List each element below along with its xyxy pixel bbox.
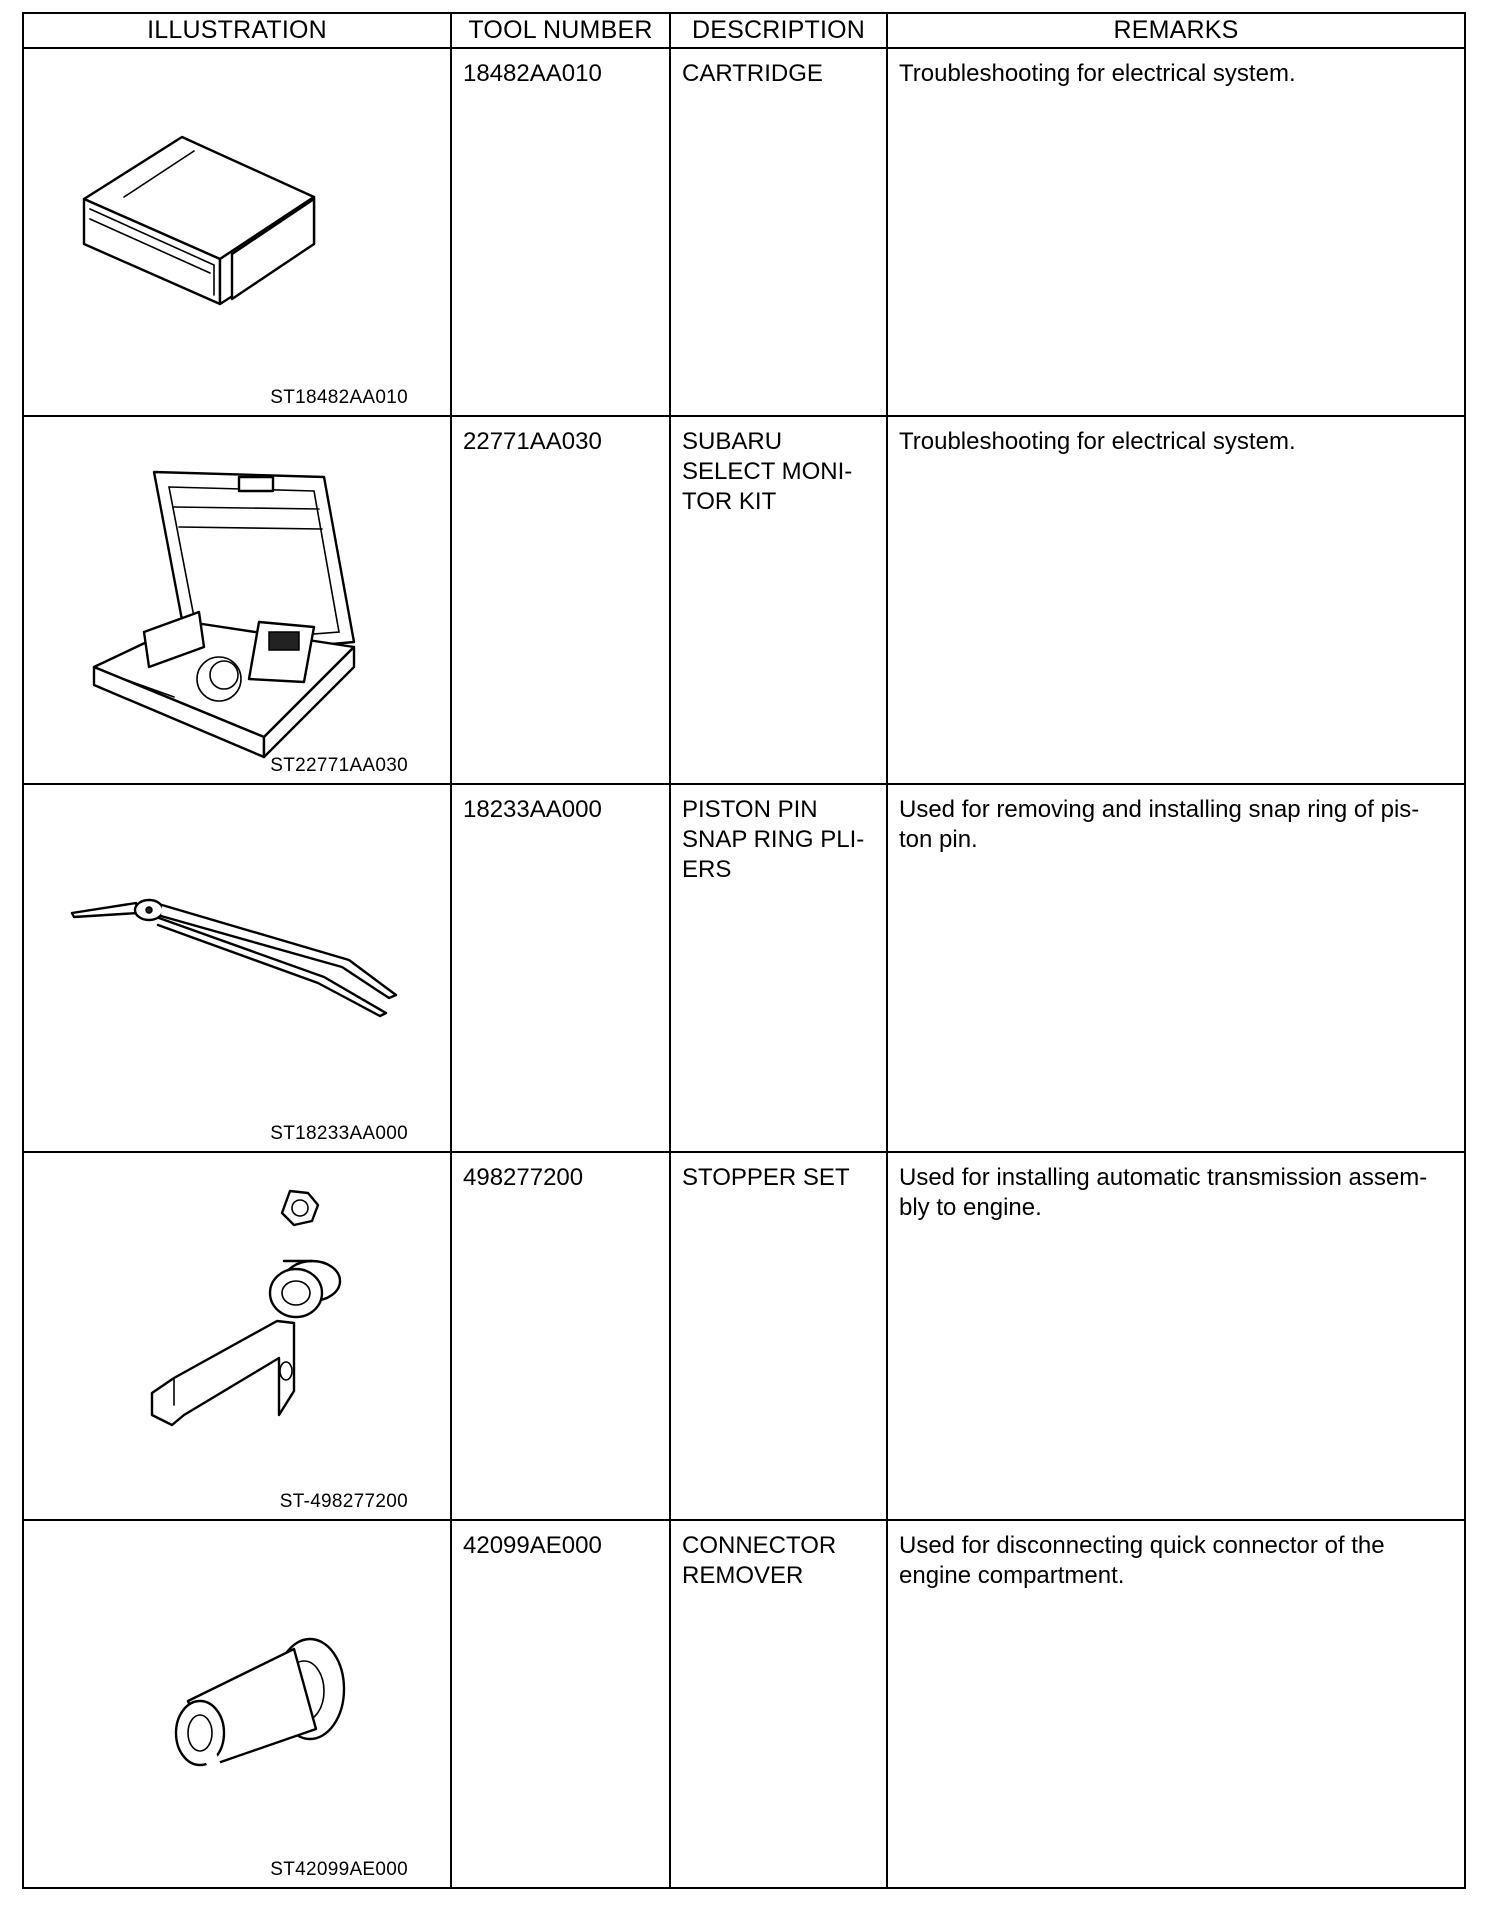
remarks-text: Used for removing and installing snap ring of pis- ton pin. — [899, 796, 1420, 853]
table-row — [23, 1520, 1465, 1888]
description-line: SNAP RING PLI- — [682, 826, 865, 853]
illustration-code: ST18233AA000 — [270, 1123, 408, 1144]
tool-number: 18482AA010 — [463, 60, 602, 87]
description-cell — [670, 48, 887, 416]
tool-number: 42099AE000 — [463, 1532, 602, 1559]
remarks-cell — [887, 1152, 1465, 1520]
illustration-cell — [23, 48, 451, 416]
remarks-cell — [887, 48, 1465, 416]
header-remarks: REMARKS — [887, 13, 1465, 48]
illustration-code: ST22771AA030 — [270, 755, 408, 776]
illustration-code: ST-498277200 — [279, 1491, 408, 1512]
cartridge-icon — [24, 49, 452, 415]
illustration-code: ST18482AA010 — [270, 387, 408, 408]
snap-ring-pliers-icon — [24, 785, 452, 1151]
remarks-cell — [887, 416, 1465, 784]
table-row — [23, 416, 1465, 784]
table-row — [23, 1152, 1465, 1520]
tool-number-cell — [451, 1520, 670, 1888]
illustration-cell — [23, 416, 451, 784]
description-line: SELECT MONI- — [682, 458, 853, 485]
description-line: ERS — [682, 856, 732, 883]
header-tool-number: TOOL NUMBER — [451, 13, 670, 48]
tool-number-cell — [451, 1152, 670, 1520]
description-line: TOR KIT — [682, 488, 777, 515]
remarks-text: Troubleshooting for electrical system. — [899, 60, 1296, 87]
remarks-cell — [887, 784, 1465, 1152]
tool-number-cell — [451, 784, 670, 1152]
header-illustration: ILLUSTRATION — [23, 13, 451, 48]
remarks-text: Used for installing automatic transmission assem- bly to engine. — [899, 1164, 1428, 1221]
tool-number-cell — [451, 416, 670, 784]
illustration-cell — [23, 1152, 451, 1520]
description-line: SUBARU — [682, 428, 783, 455]
description-cell — [670, 784, 887, 1152]
illustration-code: ST42099AE000 — [270, 1859, 408, 1880]
description-line: CARTRIDGE — [682, 60, 823, 87]
illustration-cell — [23, 1520, 451, 1888]
monitor-kit-case-icon — [24, 417, 452, 783]
stopper-set-icon — [24, 1153, 452, 1519]
description-line: STOPPER SET — [682, 1164, 850, 1191]
description-line: CONNECTOR — [682, 1532, 837, 1559]
tool-number: 22771AA030 — [463, 428, 602, 455]
description-cell — [670, 1152, 887, 1520]
table-header-row — [23, 13, 1465, 48]
connector-remover-icon — [24, 1521, 452, 1887]
header-description: DESCRIPTION — [670, 13, 887, 48]
remarks-cell — [887, 1520, 1465, 1888]
description-line: PISTON PIN — [682, 796, 818, 823]
special-tools-table — [22, 12, 1466, 1889]
tool-number: 18233AA000 — [463, 796, 602, 823]
illustration-cell — [23, 784, 451, 1152]
description-cell — [670, 1520, 887, 1888]
remarks-text: Used for disconnecting quick connector of the engine compartment. — [899, 1532, 1385, 1589]
description-cell — [670, 416, 887, 784]
remarks-text: Troubleshooting for electrical system. — [899, 428, 1296, 455]
table-row — [23, 48, 1465, 416]
table-row — [23, 784, 1465, 1152]
description-line: REMOVER — [682, 1562, 804, 1589]
tool-number-cell — [451, 48, 670, 416]
tool-number: 498277200 — [463, 1164, 584, 1191]
